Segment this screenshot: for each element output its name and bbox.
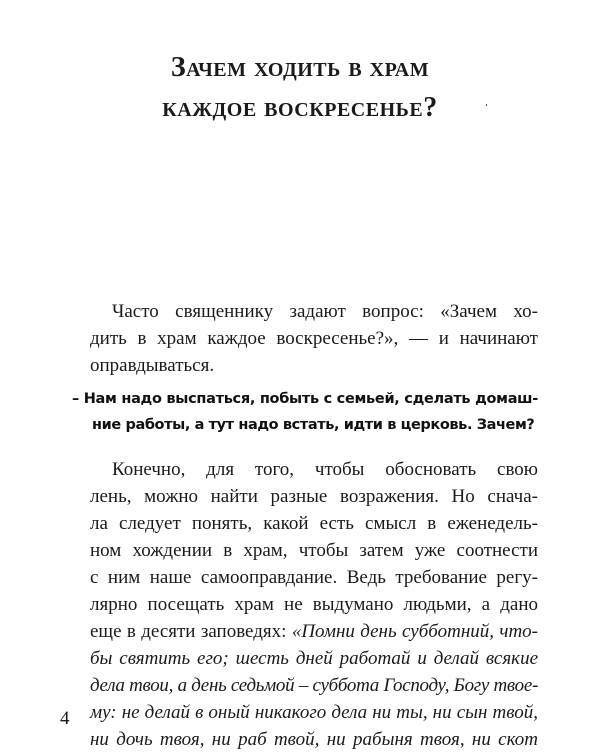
text-line: дить в храм каждое воскресенье?», — и начинают bbox=[90, 328, 538, 349]
text-line: Часто священнику задают вопрос: «Зачем хо- bbox=[112, 301, 538, 322]
quote-span: «Помни день субботний, что- bbox=[291, 621, 538, 642]
quote-line: му: не делай в оный никакого дела ни ты, ни сын твой, bbox=[90, 702, 538, 723]
text-line: лень, можно найти разные возражения. Но снача- bbox=[90, 486, 538, 507]
dialogue-quote bbox=[72, 386, 538, 438]
text-line: с ним наше самооправдание. Ведь требование регу- bbox=[90, 567, 538, 588]
quote-line: дела твои, а день седьмой – суббота Господу, Богу твое- bbox=[90, 675, 538, 696]
paragraph-main bbox=[90, 456, 538, 753]
text-line: оправдываться. bbox=[90, 355, 215, 376]
quote-line: ни дочь твоя, ни раб твой, ни рабыня твоя, ни скот bbox=[90, 729, 538, 750]
text-line: лярно посещать храм не выдумано людьми, а дано bbox=[90, 594, 538, 615]
text-line: Конечно, для того, чтобы обосновать свою bbox=[112, 459, 538, 480]
print-speck bbox=[486, 104, 487, 106]
chapter-title-line-2: каждое воскресенье? bbox=[162, 92, 438, 123]
chapter-title bbox=[0, 48, 600, 128]
text-span: еще в десяти заповедях: bbox=[90, 621, 292, 642]
paragraph-intro bbox=[90, 298, 538, 379]
page-number: 4 bbox=[60, 708, 70, 729]
text-line: ном хождении в храм, чтобы затем уже соотнести bbox=[90, 540, 538, 561]
dialogue-line: – Нам надо выспаться, побыть с семьей, сделать домаш- bbox=[72, 391, 538, 407]
quote-line: бы святить его; шесть дней работай и делай всякие bbox=[90, 648, 538, 669]
chapter-title-line-1: Зачем ходить в храм bbox=[170, 52, 430, 83]
text-line: ла следует понять, какой есть смысл в еженедель- bbox=[90, 513, 538, 534]
dialogue-line: ние работы, а тут надо встать, идти в церковь. Зачем? bbox=[92, 417, 535, 433]
text-line-mixed bbox=[90, 618, 538, 645]
